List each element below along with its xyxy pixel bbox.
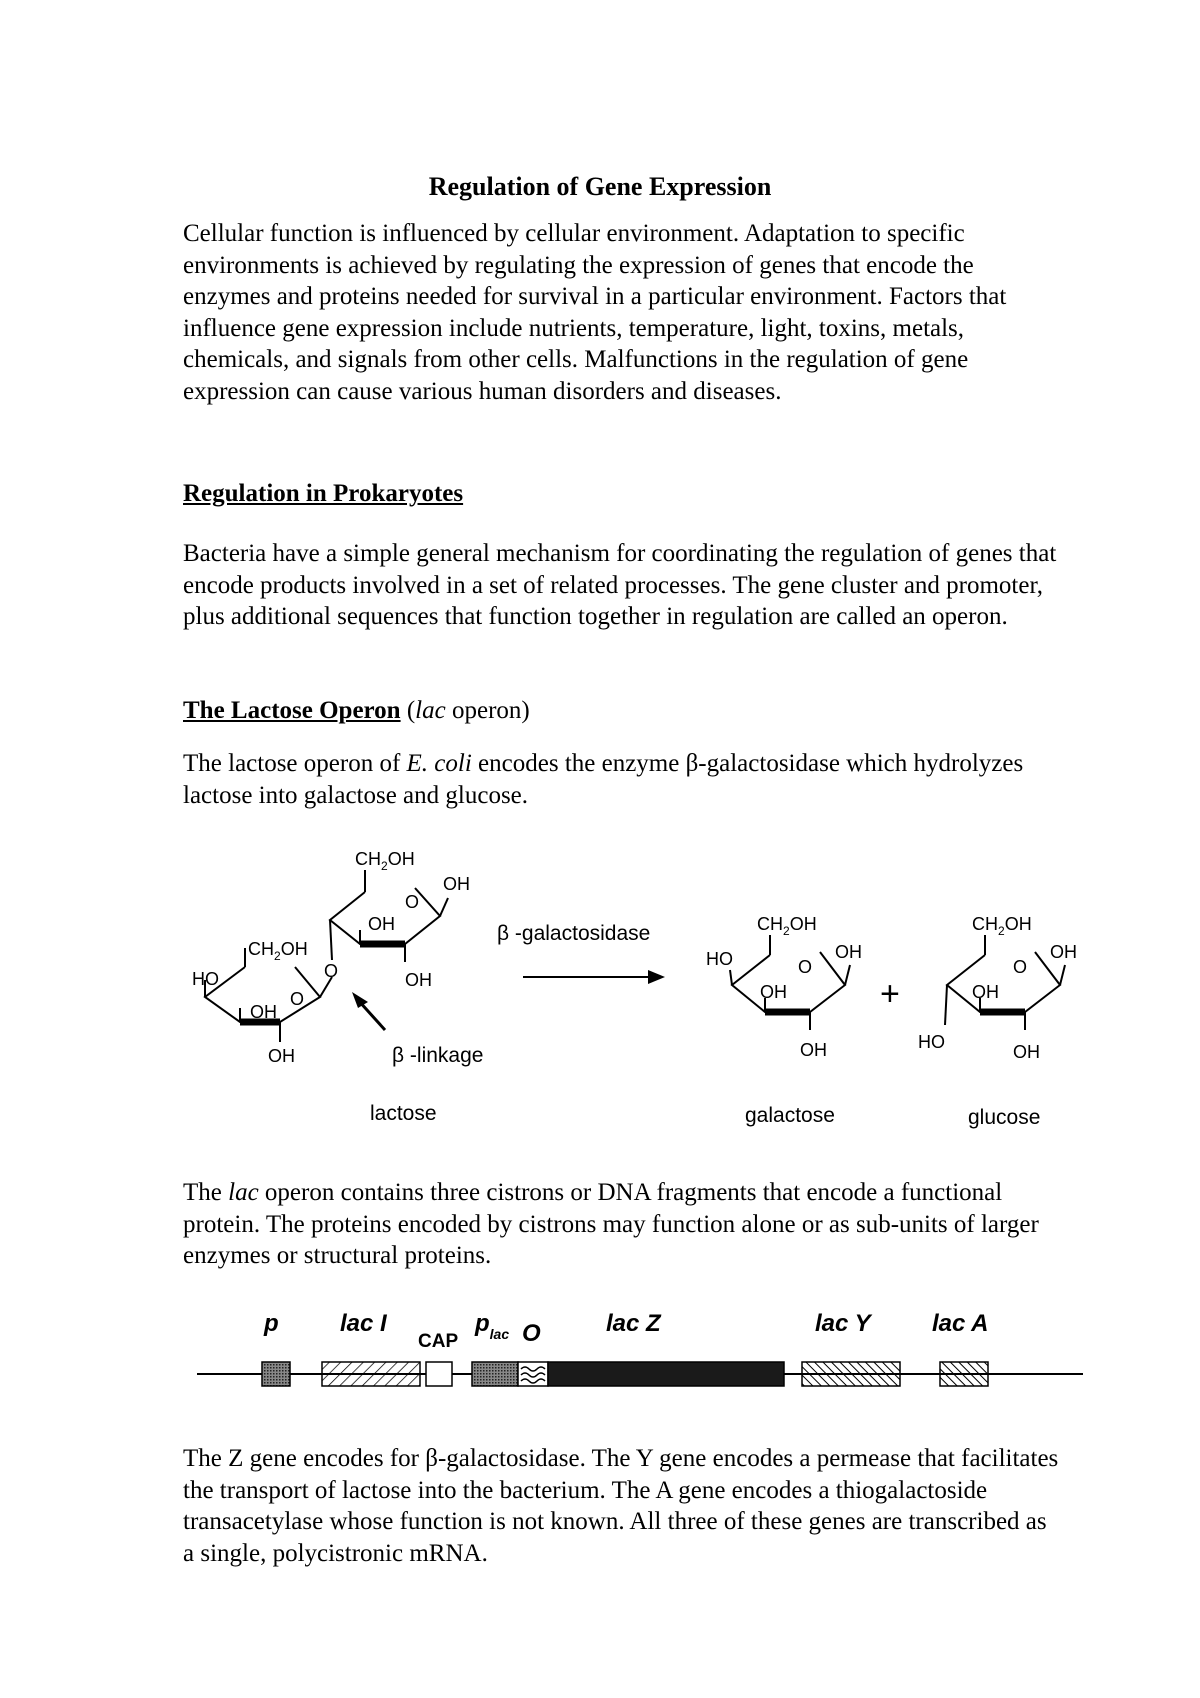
oh-label: OH <box>800 1040 827 1060</box>
prokaryotes-heading: Regulation in Prokaryotes <box>183 480 464 507</box>
oh-label: OH <box>760 982 787 1002</box>
ring-o-label: O <box>324 961 339 981</box>
galactose-name: galactose <box>745 1104 835 1127</box>
p-label: p <box>264 1310 279 1337</box>
lac-operon-heading: The Lactose Operon <box>183 697 401 724</box>
galactose-labels <box>706 914 862 1060</box>
lac-p1-end: encodes the enzyme β-galactosidase which hydrolyzes lactose into galactose and glucose. <box>183 750 1024 809</box>
ho-label: HO <box>192 969 219 989</box>
cap-label: CAP <box>418 1331 459 1352</box>
cistron-lac: lac <box>228 1179 259 1206</box>
oh-label: OH <box>405 970 432 990</box>
lac-paragraph <box>183 748 1063 811</box>
ring-o-label: O <box>798 957 813 977</box>
lacZ-box <box>548 1362 784 1386</box>
ch2oh-label: $CH_2OH$ <box>972 914 1032 938</box>
oh-label: OH <box>1050 942 1077 962</box>
glucose-structure <box>945 935 1065 1030</box>
ho-label: HO <box>918 1032 945 1052</box>
page-title: Regulation of Gene Expression <box>428 172 772 201</box>
cap-box <box>426 1362 452 1386</box>
lacY-label: lac Y <box>815 1310 871 1337</box>
lacI-label: lac I <box>340 1310 387 1337</box>
lac-operon-map <box>0 1295 1200 1395</box>
heading-lac: lac <box>415 697 446 724</box>
enzyme-label: β -galactosidase <box>497 922 651 945</box>
lacA-label: lac A <box>932 1310 989 1337</box>
hydrolysis-diagram <box>0 830 1200 1160</box>
ring-o-label: O <box>1013 957 1028 977</box>
oh-label: OH <box>1013 1042 1040 1062</box>
oh-label: OH <box>443 874 470 894</box>
lacY-box <box>802 1362 900 1386</box>
o-label: O <box>522 1320 541 1347</box>
p-promoter-box <box>262 1362 290 1386</box>
ring-o-label: O <box>405 892 420 912</box>
glucose-labels <box>918 914 1077 1062</box>
cistron-start: The <box>183 1179 229 1206</box>
linkage-label: β -linkage <box>392 1044 484 1067</box>
ch2oh-label: $CH_2OH$ <box>355 849 415 873</box>
lacA-box <box>940 1362 988 1386</box>
intro-paragraph: Cellular function is influenced by cellular environment. Adaptation to specific environments is achieved by regulating the expression of genes that encode the enzymes and proteins needed for survival in a particular environment. Factors that influence gene expression include nutrients, temperature, light, toxins, metals, chemicals, and signals from other cells. Malfunctions in the regulation of gene expression can cause various human disorders and diseases. <box>183 220 1007 405</box>
plac-box <box>472 1362 518 1386</box>
ho-label: HO <box>706 949 733 969</box>
plus-sign: + <box>880 975 900 1013</box>
oh-label: OH <box>368 914 395 934</box>
ring-o-label: O <box>290 989 305 1009</box>
oh-label: OH <box>268 1046 295 1066</box>
glucose-name: glucose <box>968 1106 1041 1129</box>
heading-paren: ( <box>400 697 416 724</box>
lacI-box <box>322 1362 420 1386</box>
ch2oh-label: $CH_2OH$ <box>757 914 817 938</box>
lac-operon-heading-line <box>183 697 530 725</box>
heading-suffix: operon) <box>445 697 530 724</box>
prokaryotes-paragraph: Bacteria have a simple general mechanism for coordinating the regulation of genes that encode products involved in a set of related processes. The gene cluster and promoter, plus additional sequences that function together in regulation are called an operon. <box>183 540 1057 631</box>
cistron-paragraph <box>183 1177 1063 1272</box>
cistron-end: operon contains three cistrons or DNA fragments that encode a functional protein. The proteins encoded by cistrons may function alone or as sub-units of larger enzymes or structural proteins. <box>183 1179 1039 1270</box>
oh-label: OH <box>972 982 999 1002</box>
oh-label: OH <box>250 1002 277 1022</box>
galactose-structure <box>730 935 850 1030</box>
lacZ-label: lac Z <box>606 1310 661 1337</box>
lactose-name: lactose <box>370 1102 437 1125</box>
plac-label: $p_{lac}$ <box>475 1310 510 1342</box>
genes-paragraph: The Z gene encodes for β-galactosidase. The Y gene encodes a permease that facilitates the transport of lactose into the bacterium. The A gene encodes a thiogalactoside transacetylase whose function is not known. All three of these genes are transcribed as a single, polycistronic mRNA. <box>183 1445 1059 1567</box>
species-name: E. coli <box>406 750 472 777</box>
lac-p1-start: The lactose operon of <box>183 750 407 777</box>
oh-label: OH <box>835 942 862 962</box>
ch2oh-label: $CH_2OH$ <box>248 939 308 963</box>
